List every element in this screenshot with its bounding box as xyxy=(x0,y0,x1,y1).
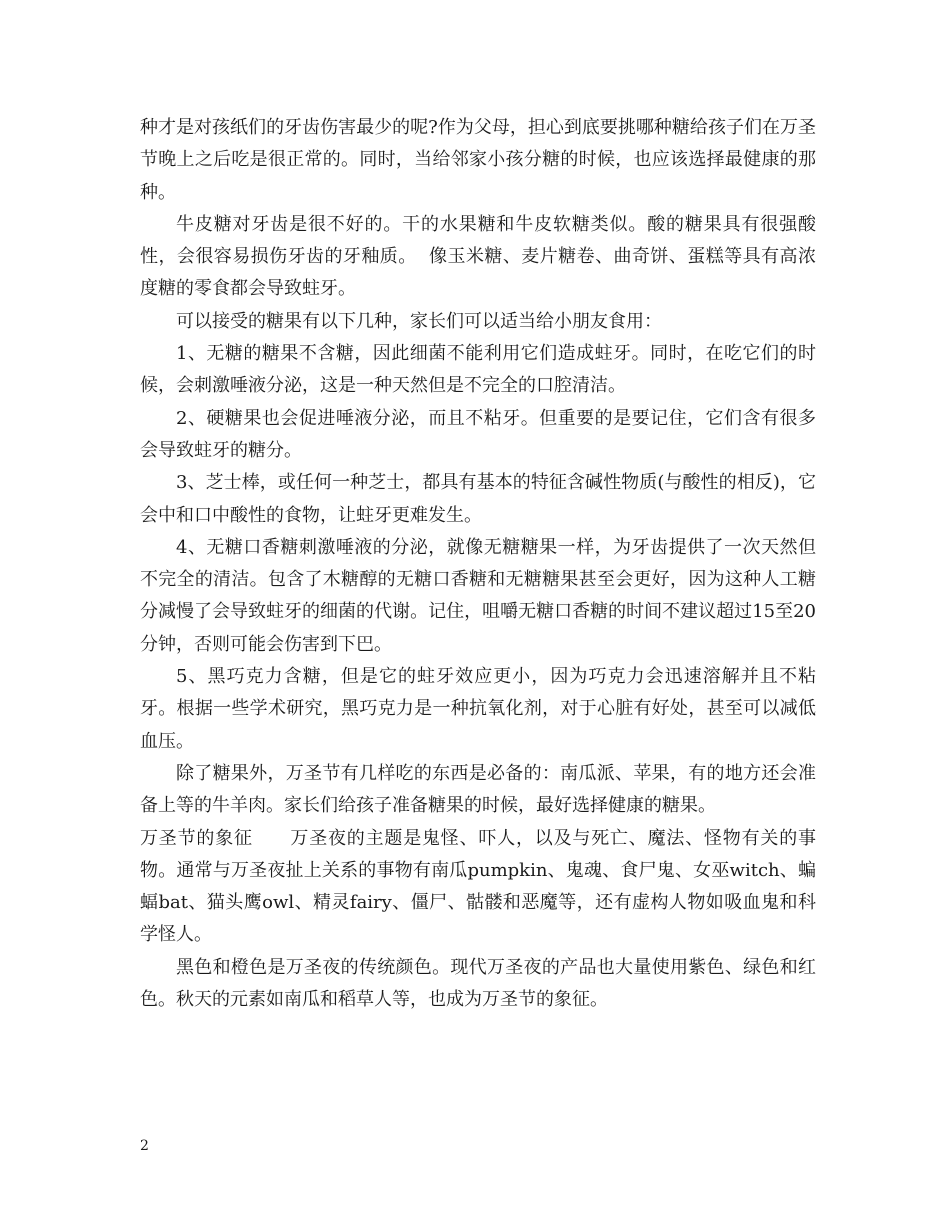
page-number: 2 xyxy=(140,1138,149,1154)
paragraph-intro: 种才是对孩纸们的牙齿伤害最少的呢?作为父母，担心到底要挑哪种糖给孩子们在万圣节晚上之后吃是很正常的。同时，当给邻家小孩分糖的时候，也应该选择最健康的那种。 xyxy=(140,117,816,203)
paragraph-halloween-colors: 黑色和橙色是万圣夜的传统颜色。现代万圣夜的产品也大量使用紫色、绿色和红色。秋天的元素如南瓜和稻草人等，也成为万圣节的象征。 xyxy=(140,956,816,1011)
paragraph-halloween-food: 除了糖果外，万圣节有几样吃的东西是必备的：南瓜派、苹果，有的地方还会准备上等的牛羊肉。家长们给孩子准备糖果的时候，最好选择健康的糖果。 xyxy=(140,762,816,817)
document-page xyxy=(140,112,816,1016)
list-item-hard-candy: 2、硬糖果也会促进唾液分泌，而且不粘牙。但重要的是要记住，它们含有很多会导致蛀牙的糖分。 xyxy=(140,407,816,461)
list-item-sugar-free-candy: 1、无糖的糖果不含糖，因此细菌不能利用它们造成蛀牙。同时，在吃它们的时候，会刺激唾液分泌，这是一种天然但是不完全的口腔清洁。 xyxy=(140,343,816,397)
paragraph-bad-candy: 牛皮糖对牙齿是很不好的。干的水果糖和牛皮软糖类似。酸的糖果具有很强酸性，会很容易损伤牙齿的牙釉质。 像玉米糖、麦片糖卷、曲奇饼、蛋糕等具有高浓度糖的零食都会导致蛀牙。 xyxy=(140,213,816,300)
list-item-dark-chocolate: 5、黑巧克力含糖，但是它的蛀牙效应更小，因为巧克力会迅速溶解并且不粘牙。根据一些学术研究，黑巧克力是一种抗氧化剂，对于心脏有好处，甚至可以减低血压。 xyxy=(140,666,816,752)
list-item-sugar-free-gum: 4、无糖口香糖刺激唾液的分泌，就像无糖糖果一样，为牙齿提供了一次天然但不完全的清洁。包含了木糖醇的无糖口香糖和无糖糖果甚至会更好，因为这种人工糖分减慢了会导致蛀牙的细菌的代谢。记住，咀嚼无糖口香糖的时间不建议超过15至20分钟，否则可能会伤害到下巴。 xyxy=(140,536,816,655)
paragraph-acceptable-candy: 可以接受的糖果有以下几种，家长们可以适当给小朋友食用： xyxy=(176,310,662,332)
paragraph-halloween-symbols: 万圣节的象征 万圣夜的主题是鬼怪、吓人，以及与死亡、魔法、怪物有关的事物。通常与万圣夜扯上关系的事物有南瓜pumpkin、鬼魂、食尸鬼、女巫witch、蝙蝠bat、猫头鹰owl、精灵fairy、僵尸、骷髅和恶魔等，还有虚构人物如吸血鬼和科学怪人。 xyxy=(140,827,816,946)
list-item-cheese: 3、芝士棒，或任何一种芝士，都具有基本的特征含碱性物质(与酸性的相反)，它会中和口中酸性的食物，让蛀牙更难发生。 xyxy=(140,472,816,526)
